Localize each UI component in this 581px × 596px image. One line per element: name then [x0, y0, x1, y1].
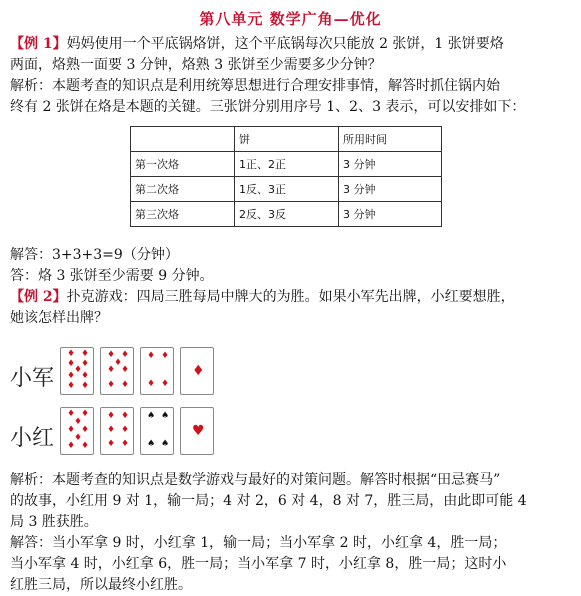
unit-title: 第八单元 数学广角—优化 [199, 10, 382, 28]
card-suit-pip: ♦ [67, 381, 76, 391]
playing-card [60, 347, 94, 395]
card-suit-pip: ♦ [67, 409, 76, 419]
card-suit-pip: ♦ [81, 425, 90, 435]
playing-card [60, 407, 94, 455]
table-header-cell: 所用时间 [339, 127, 442, 152]
card-suit-pip: ♦ [107, 380, 116, 390]
card-suit-pip: ♦ [121, 439, 130, 449]
example1-analysis1: 解析：本题考查的知识点是利用统筹思想进行合理安排事情，解答时抓住锅内始 [10, 78, 500, 94]
example1-line2: 两面，烙熟一面要 3 分钟，烙熟 3 张饼至少需要多少分钟？ [10, 57, 382, 73]
table-cell: 3 分钟 [339, 202, 442, 227]
card-suit-pip: ♦ [81, 441, 90, 451]
example2-line2: 她该怎样出牌？ [10, 310, 108, 326]
example2-analysis3: 局 3 胜获胜。 [10, 514, 98, 530]
example1-analysis2: 终有 2 张饼在烙是本题的关键。三张饼分别用序号 1、2、3 表示，可以安排如下： [10, 99, 526, 115]
card-suit-pip: ♦ [67, 425, 76, 435]
card-suit-pip: ♠ [147, 411, 156, 421]
card-suit-pip: ♠ [161, 439, 170, 449]
table-cell: 3 分钟 [339, 177, 442, 202]
playing-card [140, 407, 174, 455]
card-suit-pip: ♦ [107, 411, 116, 421]
card-suit-pip: ♦ [121, 425, 130, 435]
example1-question [10, 34, 570, 118]
table-cell: 3 分钟 [339, 152, 442, 177]
card-suit-pip: ♦ [107, 439, 116, 449]
table-row [131, 177, 442, 202]
playing-cards-figure [10, 345, 250, 455]
playing-card [100, 407, 134, 455]
table-cell: 1反、3正 [235, 177, 339, 202]
table-row [131, 202, 442, 227]
table-cell: 第一次烙 [131, 152, 235, 177]
card-suit-pip: ♦ [74, 433, 83, 443]
example2-tag: 【例 2】 [10, 289, 67, 305]
table-cell: 第二次烙 [131, 177, 235, 202]
table-header-cell: 饼 [235, 127, 339, 152]
example2-solution3: 红胜三局，所以最终小红胜。 [10, 577, 192, 593]
card-suit-pip: ♠ [161, 411, 170, 421]
playing-card [180, 407, 214, 455]
card-suit-pip: ♦ [67, 441, 76, 451]
card-suit-pip: ♦ [74, 417, 83, 427]
table-cell: 第三次烙 [131, 202, 235, 227]
example2-analysis1: 解析：本题考查的知识点是数学游戏与最好的对策问题。解答时根据“田忌赛马” [10, 472, 501, 488]
card-suit-pip: ♦ [81, 371, 90, 381]
table-header-row [131, 127, 442, 152]
card-suit-pip: ♠ [147, 439, 156, 449]
example1-solution: 解答：3+3+3=9（分钟） [10, 247, 179, 263]
card-suit-pip: ♦ [81, 359, 90, 369]
example2-analysis [10, 470, 570, 596]
card-suit-pip: ♦ [107, 350, 116, 360]
card-suit-pip: ♦ [67, 359, 76, 369]
playing-card [100, 347, 134, 395]
card-suit-pip: ♦ [107, 365, 116, 375]
example2-solution2: 当小军拿 4 时，小红拿 6，胜一局；当小军拿 7 时，小红拿 8，胜一局；这时小 [10, 556, 507, 572]
card-suit-pip: ♦ [81, 349, 90, 359]
playing-card [180, 347, 214, 395]
card-suit-pip: ♦ [67, 371, 76, 381]
table-header-cell [131, 127, 235, 152]
example2-line1: 扑克游戏：四局三胜每局中牌大的为胜。如果小军先出牌，小红要想胜， [66, 289, 515, 305]
card-suit-pip: ♦ [121, 365, 130, 375]
playing-card [140, 347, 174, 395]
example1-answer: 答：烙 3 张饼至少需要 9 分钟。 [10, 268, 214, 284]
card-suit-pip: ♦ [147, 379, 156, 389]
example1-line1: 妈妈使用一个平底锅烙饼，这个平底锅每次只能放 2 张饼，1 张饼要烙 [66, 36, 504, 52]
card-suit-pip: ♦ [192, 363, 205, 379]
example1-solution-block [10, 245, 570, 287]
card-suit-pip: ♦ [147, 351, 156, 361]
card-suit-pip: ♦ [74, 365, 83, 375]
card-suit-pip: ♦ [81, 409, 90, 419]
card-suit-pip: ♦ [67, 349, 76, 359]
card-suit-pip: ♦ [121, 350, 130, 360]
card-suit-pip: ♦ [81, 381, 90, 391]
table-cell: 2反、3反 [235, 202, 339, 227]
card-suit-pip: ♦ [161, 379, 170, 389]
player-name-xiaojun: 小军 [10, 366, 55, 391]
player-name-xiaohong: 小红 [10, 426, 55, 451]
pancake-schedule-table [130, 126, 442, 227]
card-suit-pip: ♥ [192, 423, 205, 439]
example2-question [10, 287, 570, 329]
card-suit-pip: ♦ [107, 425, 116, 435]
example2-solution1: 解答：当小军拿 9 时，小红拿 1，输一局；当小军拿 2 时，小红拿 4，胜一局； [10, 535, 507, 551]
card-suit-pip: ♦ [121, 380, 130, 390]
example1-tag: 【例 1】 [10, 36, 67, 52]
card-suit-pip: ♦ [121, 411, 130, 421]
table-cell: 1正、2正 [235, 152, 339, 177]
table-row [131, 152, 442, 177]
example2-analysis2: 的故事，小红用 9 对 1，输一局；4 对 2，6 对 4，8 对 7，胜三局，由此即可能 4 [10, 493, 527, 509]
card-suit-pip: ♦ [114, 358, 123, 368]
card-suit-pip: ♦ [161, 351, 170, 361]
